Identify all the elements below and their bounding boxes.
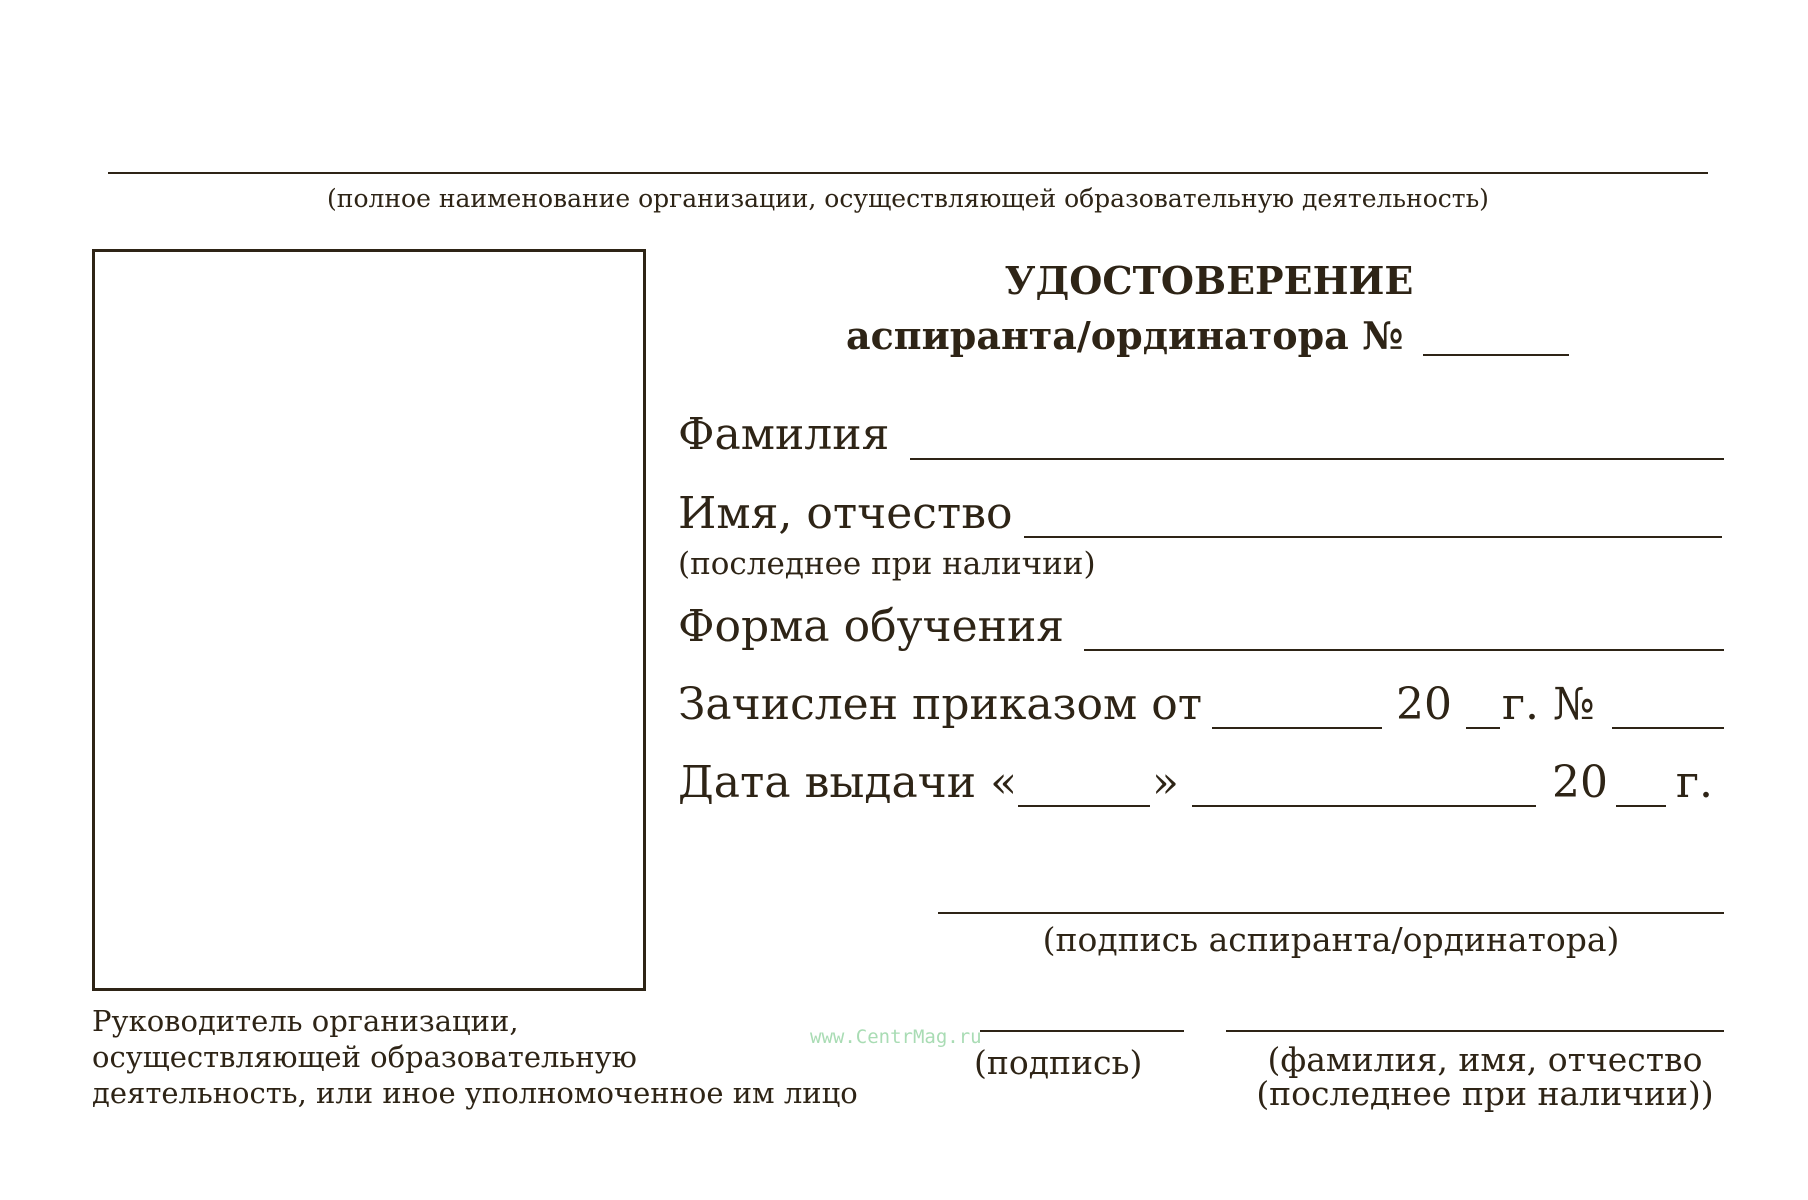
head-name-caption-line-2: (последнее при наличии)): [1256, 1074, 1714, 1113]
organization-caption: (полное наименование организации, осуществляющей образовательную деятельность): [327, 184, 1489, 213]
student-signature-line[interactable]: [938, 912, 1724, 914]
surname-label: Фамилия: [678, 409, 890, 460]
watermark: www.CentrMag.ru: [810, 1026, 982, 1048]
name-patronymic-label: Имя, отчество: [678, 488, 1013, 539]
document-title: УДОСТОВЕРЕНИЕ: [1004, 258, 1414, 303]
document-subtitle: аспиранта/ординатора №: [846, 313, 1404, 358]
surname-field-line[interactable]: [910, 458, 1724, 460]
study-form-field-line[interactable]: [1084, 649, 1724, 651]
issue-date-label: Дата выдачи «: [678, 757, 1018, 808]
organization-name-line[interactable]: [108, 172, 1708, 174]
name-patronymic-note: (последнее при наличии): [678, 546, 1096, 582]
head-name-caption: [1246, 1040, 1724, 1113]
head-label-line-2: осуществляющей образовательную: [92, 1040, 637, 1074]
order-year-line[interactable]: [1466, 727, 1500, 729]
issue-day-line[interactable]: [1018, 805, 1150, 807]
photo-frame: [92, 249, 646, 991]
head-label-line-3: деятельность, или иное уполномоченное им лицо: [92, 1076, 858, 1110]
issue-year-prefix: 20: [1552, 757, 1608, 808]
study-form-label: Форма обучения: [678, 601, 1065, 652]
order-year-suffix: г. №: [1502, 679, 1595, 730]
issue-year-line[interactable]: [1616, 805, 1666, 807]
order-number-line[interactable]: [1612, 727, 1724, 729]
issue-day-quote-close: »: [1152, 757, 1179, 808]
head-signature-caption: (подпись): [974, 1043, 1143, 1082]
certificate-number-line[interactable]: [1423, 354, 1569, 356]
order-date-line[interactable]: [1212, 727, 1382, 729]
enrollment-order-label: Зачислен приказом от: [678, 679, 1203, 730]
name-patronymic-field-line[interactable]: [1024, 536, 1722, 538]
student-signature-caption: (подпись аспиранта/ординатора): [1042, 920, 1620, 959]
head-name-caption-line-1: (фамилия, имя, отчество: [1267, 1040, 1703, 1079]
head-of-organization-label: [92, 1003, 972, 1111]
head-name-line[interactable]: [1226, 1030, 1724, 1032]
issue-month-line[interactable]: [1192, 805, 1536, 807]
head-signature-line[interactable]: [980, 1030, 1184, 1032]
issue-year-suffix: г.: [1676, 757, 1714, 808]
order-year-prefix: 20: [1396, 679, 1452, 730]
head-label-line-1: Руководитель организации,: [92, 1004, 519, 1038]
